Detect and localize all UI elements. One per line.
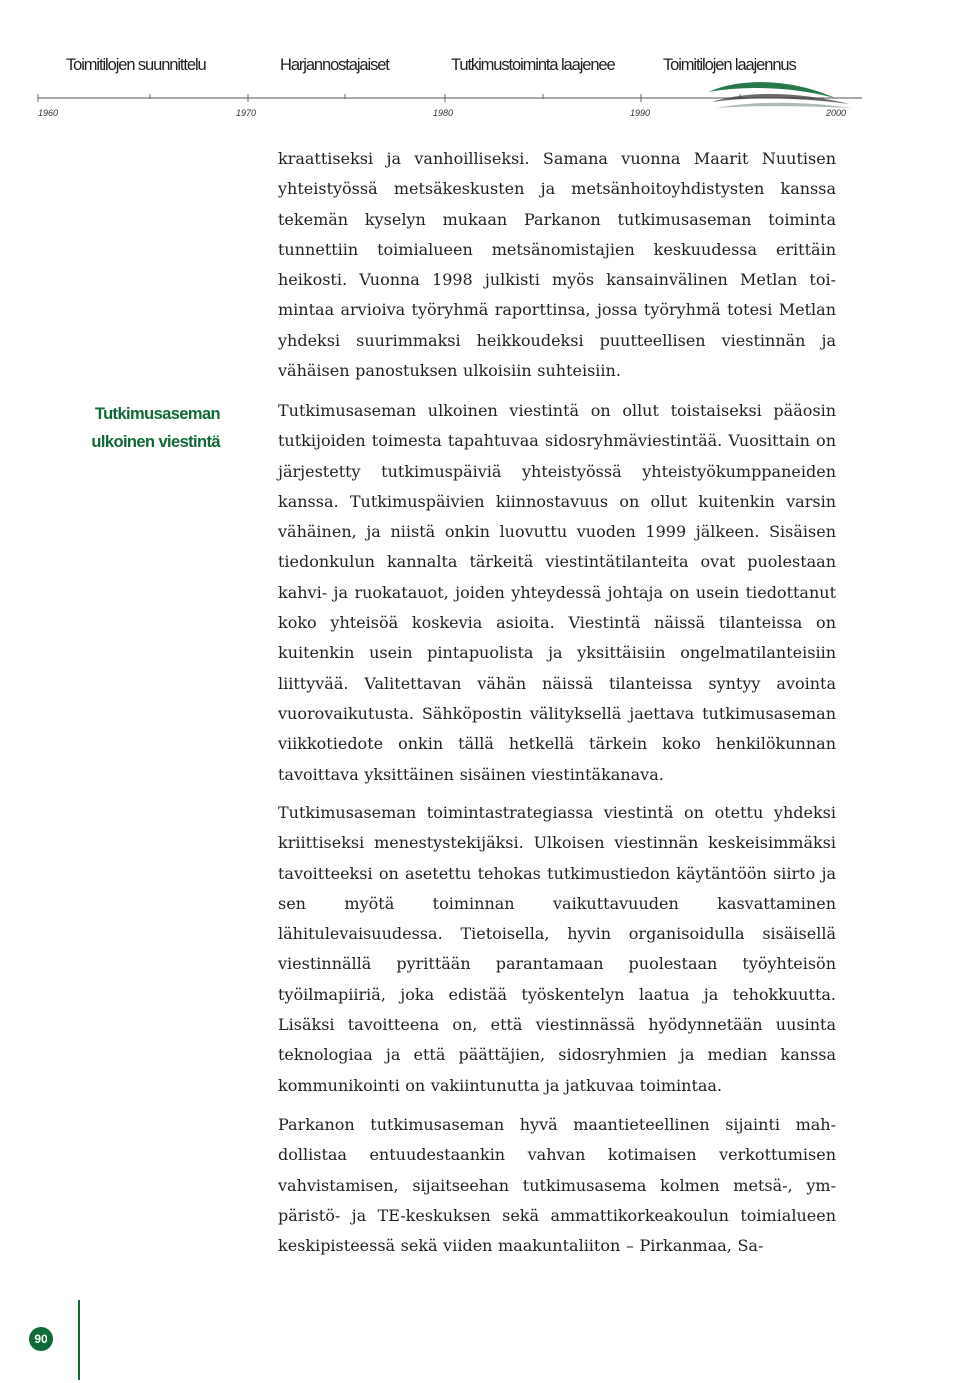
timeline-bar	[0, 80, 960, 110]
body-paragraph-3: Tutkimusaseman toimintastrategiassa viestintä on otettu yhdeksi kriittiseksi menestystekijäksi. Ulkoisen viestinnän keskeisimmäksi tavoitteeksi on asetettu tehokas tutkimustiedon käytäntöön siirto ja sen myötä toiminnan vaikuttavuuden kasvattaminen lähitulevaisuudessa. Tietoisella, hyvin organisoidulla sisäisellä viestinnällä pyrittään parantamaan puolestaan työyhteisön työilmapiiriä, joka edistää työskentelyn laatua ja tehokkuutta. Lisäksi tavoitteena on, että viestinnässä hyödynnetään uusinta teknologiaa ja että päättäjien, sidosryhmien ja median kanssa kommunikointi on vakiintunutta ja jatkuvaa toimintaa.	[278, 803, 836, 1095]
year-label-1960: 1960	[38, 108, 59, 118]
year-label-1970: 1970	[236, 108, 257, 118]
page-margin-rule	[78, 1300, 80, 1380]
year-label-2000: 2000	[826, 108, 847, 118]
body-paragraph-1: kraattiseksi ja vanhoilliseksi. Samana vuonna Maarit Nuutisen yhteistyössä metsäkeskusten ja metsänhoitoyhdistysten kanssa tekemän kyselyn mukaan Parkanon tutkimusaseman toiminta tunnettiin toimialueen metsänomistajien keskuudessa erittäin heikosti. Vuonna 1998 julkisti myös kansainvälinen Metlan toimintaa arvioiva työryhmä raporttinsa, jossa työryhmä totesi Metlan yhdeksi suurimmaksi heikkoudeksi puutteellisen viestinnän ja vähäisen panostuksen ulkoisiin suhteisiin.	[278, 149, 836, 381]
sidebar-heading-line-1: Tutkimusaseman	[94, 405, 220, 423]
year-label-1990: 1990	[630, 108, 651, 118]
year-label-1980: 1980	[433, 108, 454, 118]
timeline-swoosh-icon	[708, 82, 852, 108]
header-category-research-expands: Tutkimustoiminta laajenee	[451, 56, 615, 74]
timeline-header	[0, 56, 960, 80]
body-paragraph-4: Parkanon tutkimusaseman hyvä maantieteellinen sijainti mahdollistaa entuudestaankin vahvan kotimaisen verkottumisen vahvistamisen, sijaitseehan tutkimusasema kolmen metsä-, ympäristö- ja TE-keskuksen sekä ammattikorkeakoulun toimialueen keskipisteessä sekä viiden maakuntaliiton – Pirkanmaa, Sa-	[278, 1115, 836, 1256]
sidebar-heading	[40, 400, 220, 456]
sidebar-heading-line-2: ulkoinen viestintä	[91, 433, 220, 451]
header-category-facility-expansion: Toimitilojen laajennus	[663, 56, 796, 74]
header-category-planning: Toimitilojen suunnittelu	[66, 56, 206, 74]
header-category-topping-out: Harjannostajaiset	[280, 56, 389, 74]
page-number: 90	[29, 1327, 53, 1351]
body-paragraph-2: Tutkimusaseman ulkoinen viestintä on ollut toistaiseksi pääosin tutkijoiden toimesta tapahtuvaa sidosryhmäviestintää. Vuosittain on järjestetty tutkimuspäiviä yhteistyössä yhteistyökumppaneiden kanssa. Tutkimuspäivien kiinnostavuus on ollut kuitenkin varsin vähäinen, ja niistä onkin luovuttu vuoden 1999 jälkeen. Sisäisen tiedonkulun kannalta tärkeitä viestintätilanteita ovat puolestaan kahvi- ja ruokatauot, joiden yhteydessä johtaja on usein tiedottanut koko yhteisöä koskevia asioita. Viestintä näissä tilanteissa on kuitenkin usein pintapuolista ja yksittäisiin ongelmatilanteisiin liittyvää. Valitettavan vähän näissä tilanteissa syntyy avointa vuorovaikutusta. Sähköpostin välityksellä jaettava tutkimusaseman viikkotiedote onkin tällä hetkellä tärkein koko henkilökunnan tavoittava yksittäinen sisäinen viestintäkanava.	[278, 401, 836, 784]
